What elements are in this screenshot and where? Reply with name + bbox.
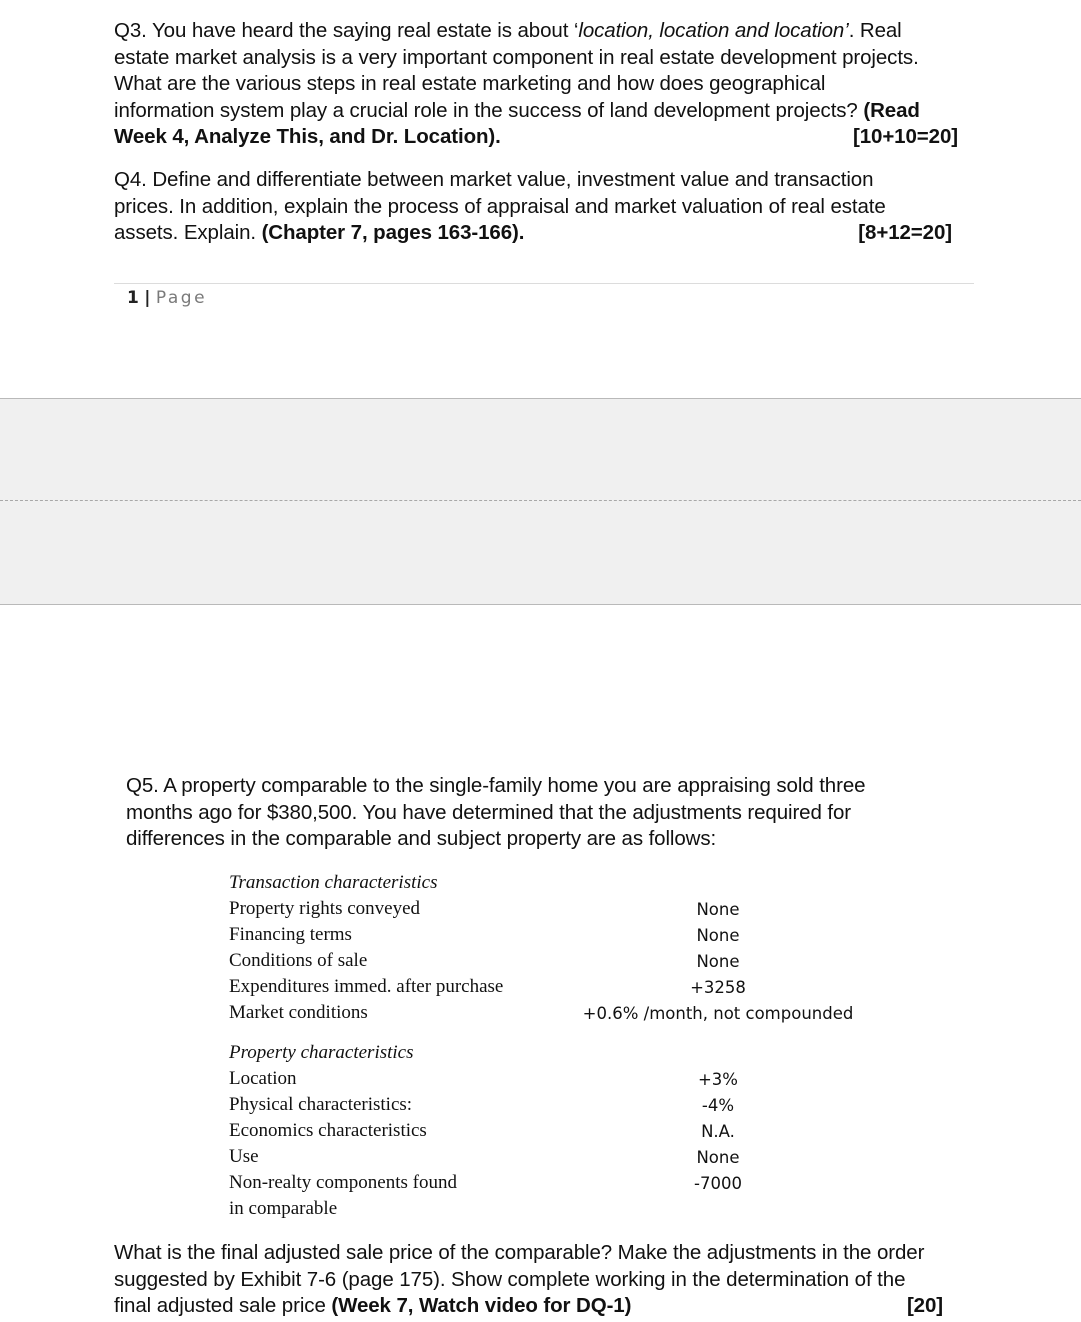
question-marks: [20] [906,1294,943,1317]
q3-line-3: What are the various steps in real estate marketing and how does geographical [114,72,826,95]
row-value: N.A. [701,1122,735,1141]
table-section-header [229,870,869,896]
q4-line-3: assets. Explain. (Chapter 7, pages 163-166). [8+12=20] [114,220,984,247]
row-label: Conditions of sale [229,950,368,971]
q4-line-2: prices. In addition, explain the process of appraisal and market valuation of real estate [114,194,886,218]
row-label: Financing terms [229,924,352,945]
row-label: Market conditions [229,1002,368,1023]
row-label-continuation: in comparable [229,1198,338,1219]
row-label: Non-realty components found [229,1172,457,1193]
row-value: None [696,900,740,919]
question-3 [114,18,984,151]
row-label: Economics characteristics [229,1120,427,1141]
q3-line-1: Q3. You have heard the saying real estate is about ‘location, location and location’. Real [114,19,902,42]
table-row [229,1170,869,1196]
row-value: None [696,926,740,945]
table-row [229,1118,869,1144]
page-footer [127,288,207,308]
row-label: Location [229,1068,297,1089]
page-separator: | [144,288,151,308]
row-value: +3258 [690,978,746,997]
q5-line-3: differences in the comparable and subject property are as follows: [126,827,717,850]
row-value: -4% [701,1096,735,1115]
table-row [229,1144,869,1170]
table-row [229,1000,869,1026]
row-value: +3% [697,1070,738,1089]
row-value: None [696,1148,740,1167]
table-section-header [229,1040,869,1066]
question-line-1: What is the final adjusted sale price of the comparable? Make the adjustments in the order [114,1241,925,1264]
q5-line-2: months ago for $380,500. You have determined that the adjustments required for [126,800,851,824]
q3-line-5: Week 4, Analyze This, and Dr. Location). [10+10=20] [114,124,984,151]
table-row [229,1092,869,1118]
table-row [229,974,869,1000]
row-label: Physical characteristics: [229,1094,413,1115]
footer-divider [114,283,974,284]
row-value: -7000 [694,1174,742,1193]
row-label: Property rights conveyed [229,898,421,919]
page-gap [0,398,1081,605]
q5-line-1: Q5. A property comparable to the single-family home you are appraising sold three [126,774,866,797]
page-number: 1 [127,288,139,308]
final-question [114,1240,994,1320]
table-row [229,896,869,922]
table-row-continuation [229,1196,869,1222]
question-5 [126,773,996,853]
page-break-line [0,500,1081,501]
table-row [229,922,869,948]
table-row [229,948,869,974]
row-label: Expenditures immed. after purchase [229,976,504,997]
question-line-2: suggested by Exhibit 7-6 (page 175). Show complete working in the determination of the [114,1267,906,1291]
q4-line-1: Q4. Define and differentiate between market value, investment value and transaction [114,168,874,191]
property-header: Property characteristics [229,1042,414,1063]
row-label: Use [229,1146,259,1167]
transaction-header: Transaction characteristics [229,872,438,893]
question-line-3: final adjusted sale price (Week 7, Watch video for DQ-1) [20] [114,1293,994,1320]
page-label: Page [155,288,208,308]
question-4 [114,167,984,247]
table-row [229,1066,869,1092]
row-value: None [696,952,740,971]
adjustments-table [229,870,869,1222]
q3-line-4: information system play a crucial role in the success of land development projects? (Read [114,98,920,122]
q3-line-2: estate market analysis is a very important component in real estate development projects. [114,45,919,69]
q3-marks: [10+10=20] [852,125,958,148]
q4-marks: [8+12=20] [858,221,952,244]
row-value: +0.6% /month, not compounded [582,1004,854,1023]
